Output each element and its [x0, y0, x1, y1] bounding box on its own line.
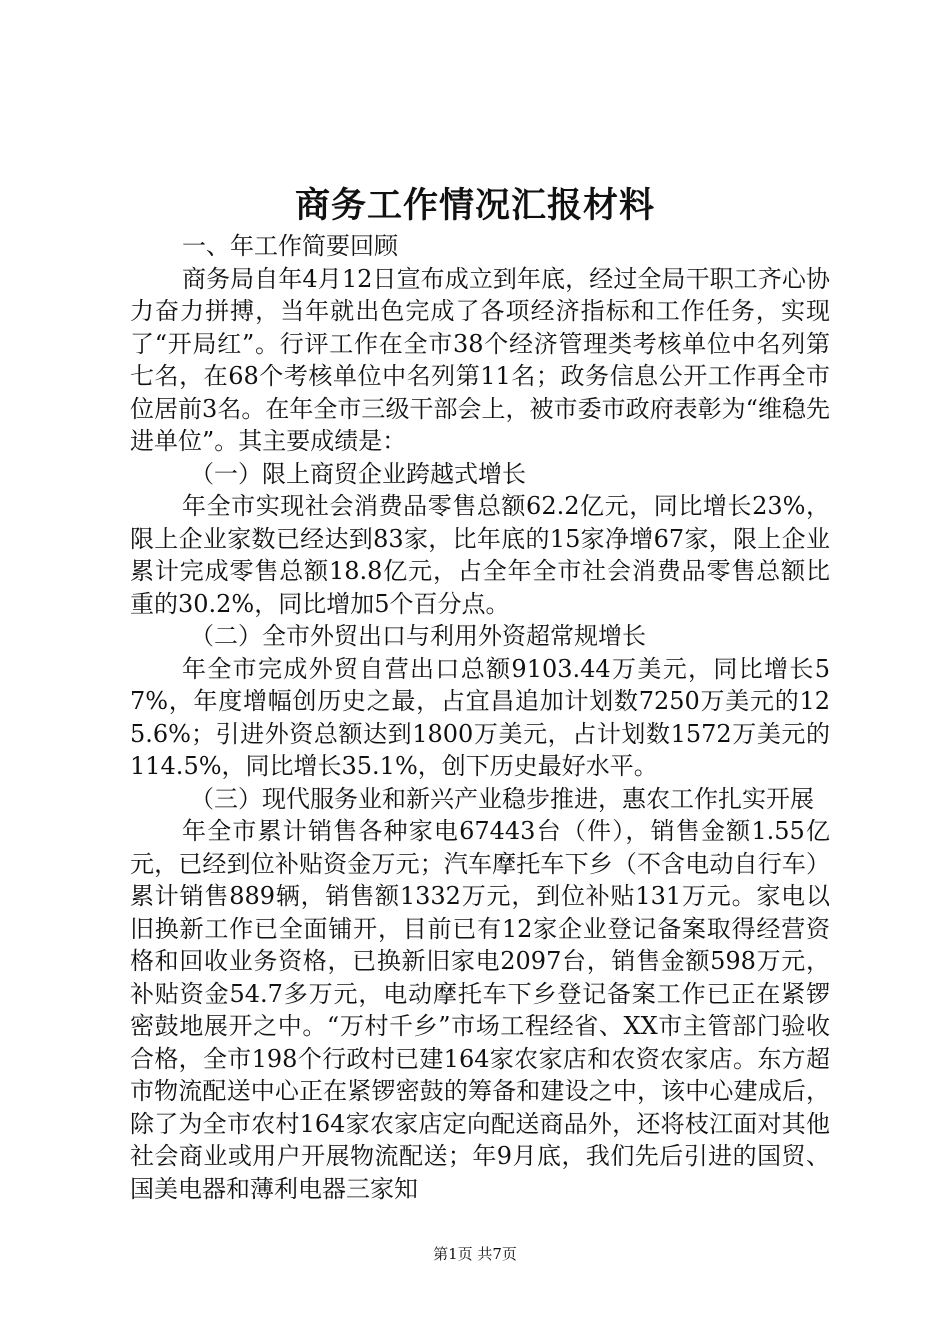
page-number-footer: 第1页 共7页 [433, 1245, 517, 1263]
document-title: 商务工作情况汇报材料 [294, 185, 655, 226]
body-paragraph-retail: 年全市实现社会消费品零售总额62.2亿元，同比增长23%，限上企业家数已经达到83家，比年底的15家净增67家，限上企业累计完成零售总额18.8亿元，占全年全市社会消费品零售总额比重的30.2%，同比增加5个百分点。 [130, 492, 830, 618]
subsection-heading-retail: （一）限上商贸企业跨越式增长 [190, 459, 526, 488]
body-paragraph-services: 年全市累计销售各种家电67443台（件），销售金额1.55亿元，已经到位补贴资金万元；汽车摩托车下乡（不含电动自行车）累计销售889辆，销售额1332万元，到位补贴131万元。家电以旧换新工作已全面铺开，目前已有12家企业登记备案取得经营资格和回收业务资格，已换新旧家电2097台，销售金额598万元，补贴资金54.7多万元，电动摩托车下乡登记备案工作已正在紧锣密鼓地展开之中。“万村千乡”市场工程经省、XX市主管部门验收合格，全市198个行政村已建164家农家店和农资农家店。东方超市物流配送中心正在紧锣密鼓的筹备和建设之中，该中心建成后，除了为全市农村164家农家店定向配送商品外，还将枝江面对其他社会商业或用户开展物流配送；年9月底，我们先后引进的国贸、国美电器和薄利电器三家知 [130, 817, 830, 1203]
body-paragraph-overview: 商务局自年4月12日宣布成立到年底，经过全局干职工齐心协力奋力拼搏，当年就出色完成了各项经济指标和工作任务，实现了“开局红”。行评工作在全市38个经济管理类考核单位中名列第七名，在68个考核单位中名列第11名；政务信息公开工作再全市位居前3名。在年全市三级干部会上，被市委市政府表彰为“维稳先进单位”。其主要成绩是： [130, 264, 830, 455]
body-paragraph-foreign-trade: 年全市完成外贸自营出口总额9103.44万美元，同比增长57%，年度增幅创历史之最，占宜昌追加计划数7250万美元的125.6%；引进外资总额达到1800万美元，占计划数1572万美元的114.5%，同比增长35.1%，创下历史最好水平。 [130, 654, 830, 780]
subsection-heading-services: （三）现代服务业和新兴产业稳步推进，惠农工作扎实开展 [190, 784, 814, 813]
subsection-heading-foreign-trade: （二）全市外贸出口与利用外资超常规增长 [190, 622, 646, 650]
document-body [130, 230, 830, 1205]
section-heading-review: 一、年工作简要回顾 [182, 232, 398, 260]
